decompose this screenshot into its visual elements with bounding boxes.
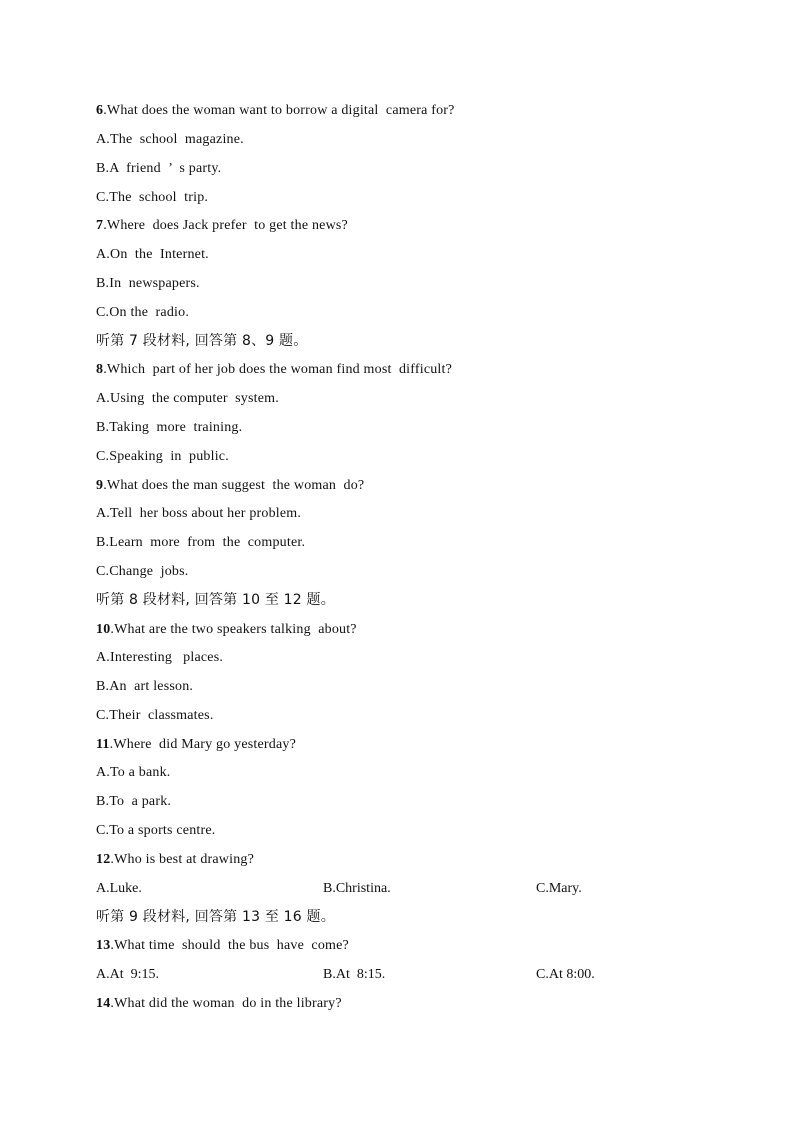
question-9 (96, 477, 364, 495)
question-number: 9 (96, 478, 104, 493)
question-text: .What did the woman do in the library? (110, 996, 342, 1011)
question-number: 11 (96, 737, 110, 752)
section-heading-7: 听第 7 段材料, 回答第 8、9 题。 (96, 333, 308, 349)
option-6c: C.The school trip. (96, 190, 209, 205)
question-11 (96, 736, 296, 754)
question-13 (96, 937, 349, 955)
question-text: .What are the two speakers talking about? (110, 622, 357, 637)
question-text: .What does the man suggest the woman do? (103, 478, 365, 493)
question-number: 8 (96, 362, 104, 377)
question-6 (96, 102, 455, 120)
question-14 (96, 995, 342, 1013)
question-text: .Where does Jack prefer to get the news? (103, 218, 348, 233)
option-11a: A.To a bank. (96, 765, 171, 780)
option-6a: A.The school magazine. (96, 132, 244, 147)
question-text: .Which part of her job does the woman find most difficult? (103, 362, 453, 377)
question-number: 13 (96, 938, 111, 953)
question-7 (96, 217, 348, 235)
option-9c: C.Change jobs. (96, 564, 189, 579)
option-8a: A.Using the computer system. (96, 391, 279, 406)
question-number: 12 (96, 852, 111, 867)
option-11b: B.To a park. (96, 794, 172, 809)
question-text: .Where did Mary go yesterday? (109, 737, 297, 752)
option-11c: C.To a sports centre. (96, 823, 216, 838)
question-text: .What does the woman want to borrow a digital camera for? (103, 103, 455, 118)
option-12b: B.Christina. (323, 881, 391, 896)
option-12a: A.Luke. (96, 881, 142, 896)
section-heading-8: 听第 8 段材料, 回答第 10 至 12 题。 (96, 592, 335, 608)
option-10c: C.Their classmates. (96, 708, 214, 723)
question-12 (96, 851, 254, 869)
question-number: 10 (96, 622, 111, 637)
question-text: .What time should the bus have come? (110, 938, 349, 953)
option-6b: B.A friend ’ s party. (96, 161, 222, 176)
option-13a: A.At 9:15. (96, 967, 159, 982)
question-8 (96, 361, 452, 379)
option-9b: B.Learn more from the computer. (96, 535, 306, 550)
question-10 (96, 621, 357, 639)
option-7c: C.On the radio. (96, 305, 190, 320)
option-9a: A.Tell her boss about her problem. (96, 506, 302, 521)
option-13c: C.At 8:00. (536, 967, 595, 982)
option-10a: A.Interesting places. (96, 650, 224, 665)
section-heading-9: 听第 9 段材料, 回答第 13 至 16 题。 (96, 909, 335, 925)
option-8c: C.Speaking in public. (96, 449, 229, 464)
option-8b: B.Taking more training. (96, 420, 243, 435)
question-number: 7 (96, 218, 104, 233)
question-text: .Who is best at drawing? (110, 852, 255, 867)
question-number: 14 (96, 996, 111, 1011)
option-7b: B.In newspapers. (96, 276, 200, 291)
option-12c: C.Mary. (536, 881, 582, 896)
option-10b: B.An art lesson. (96, 679, 194, 694)
option-13b: B.At 8:15. (323, 967, 386, 982)
question-number: 6 (96, 103, 104, 118)
option-7a: A.On the Internet. (96, 247, 209, 262)
